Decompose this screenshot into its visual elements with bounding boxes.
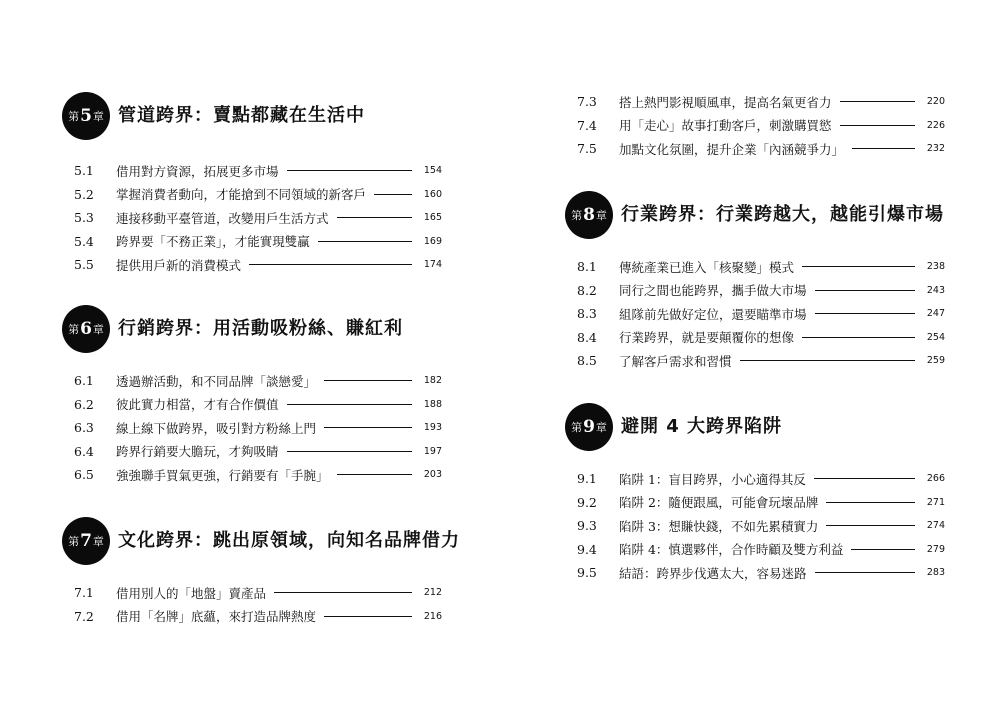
leader-line — [374, 194, 412, 195]
toc-entry[interactable] — [565, 561, 945, 585]
chapter-6 — [62, 305, 442, 483]
entry-page-number: 283 — [926, 567, 945, 579]
entry-number: 8.2 — [577, 282, 597, 298]
leader-line — [337, 474, 412, 475]
toc-entry[interactable] — [565, 514, 945, 538]
entry-number: 9.1 — [577, 471, 597, 487]
toc-entry[interactable] — [62, 369, 442, 393]
chapter-badge — [62, 305, 110, 353]
entry-list — [62, 369, 442, 487]
entry-title: 陷阱 2：隨便跟風，可能會玩壞品牌 — [619, 495, 819, 511]
entry-number: 8.1 — [577, 259, 597, 275]
entry-number: 9.5 — [577, 565, 597, 581]
entry-number: 5.3 — [74, 210, 94, 226]
leader-line — [815, 290, 915, 291]
chapter-badge-prefix: 第 — [571, 421, 583, 434]
toc-entry[interactable] — [565, 279, 945, 303]
leader-line — [337, 217, 412, 218]
entry-page-number: 182 — [423, 375, 442, 387]
toc-entry[interactable] — [62, 440, 442, 464]
entry-number: 8.5 — [577, 353, 597, 369]
entry-number: 6.2 — [74, 396, 94, 412]
toc-entry[interactable] — [62, 159, 442, 183]
entry-title: 陷阱 3：想賺快錢，不如先累積實力 — [619, 518, 819, 534]
entry-title: 搭上熱門影視順風車，提高名氣更省力 — [619, 94, 832, 110]
entry-title: 掌握消費者動向，才能搶到不同領域的新客戶 — [116, 187, 367, 203]
leader-line — [287, 404, 412, 405]
chapter-8 — [565, 191, 945, 369]
toc-entry[interactable] — [62, 581, 442, 605]
chapter-badge-suffix: 章 — [595, 209, 607, 222]
entry-page-number: 238 — [926, 261, 945, 273]
entry-title: 連接移動平臺管道，改變用戶生活方式 — [116, 210, 329, 226]
entry-number: 6.3 — [74, 420, 94, 436]
toc-entry[interactable] — [62, 463, 442, 487]
entry-number: 7.1 — [74, 585, 94, 601]
chapter-7 — [62, 517, 460, 625]
chapter-badge-number: 8 — [583, 205, 595, 225]
entry-title: 借用對方資源，拓展更多市場 — [116, 163, 279, 179]
leader-line — [802, 266, 915, 267]
entry-title: 強強聯手買氣更強，行銷要有「手腕」 — [116, 467, 329, 483]
chapter-badge-prefix: 第 — [68, 110, 80, 123]
chapter-title: 行銷跨界：用活動吸粉絲、賺紅利 — [118, 318, 403, 339]
entry-title: 線上線下做跨界，吸引對方粉絲上門 — [116, 420, 317, 436]
chapter-badge — [62, 92, 110, 140]
entry-title: 透過辦活動，和不同品牌「談戀愛」 — [116, 373, 317, 389]
entry-number: 7.5 — [577, 141, 597, 157]
leader-line — [852, 148, 915, 149]
entry-number: 9.2 — [577, 494, 597, 510]
entry-page-number: 274 — [926, 520, 945, 532]
chapter-badge-suffix: 章 — [92, 323, 104, 336]
entry-page-number: 197 — [423, 445, 442, 457]
leader-line — [249, 264, 412, 265]
entry-page-number: 271 — [926, 496, 945, 508]
chapter-title: 文化跨界：跳出原領域，向知名品牌借力 — [118, 530, 460, 551]
entry-page-number: 220 — [926, 96, 945, 108]
entry-title: 結語：跨界步伐邁太大，容易迷路 — [619, 565, 807, 581]
chapter-heading — [62, 305, 442, 353]
entry-page-number: 216 — [423, 610, 442, 622]
leader-line — [840, 101, 915, 102]
chapter-heading — [565, 191, 945, 239]
entry-list — [565, 90, 945, 161]
entry-number: 7.4 — [577, 117, 597, 133]
entry-title: 行業跨界，就是要顛覆你的想像 — [619, 330, 795, 346]
toc-entry[interactable] — [565, 137, 945, 161]
entry-page-number: 193 — [423, 422, 442, 434]
entry-list — [62, 159, 442, 277]
toc-entry[interactable] — [62, 253, 442, 277]
leader-line — [324, 427, 412, 428]
entry-page-number: 254 — [926, 331, 945, 343]
chapter-badge-prefix: 第 — [571, 209, 583, 222]
entry-page-number: 154 — [423, 165, 442, 177]
leader-line — [826, 502, 915, 503]
toc-entry[interactable] — [565, 538, 945, 562]
entry-page-number: 160 — [423, 188, 442, 200]
leader-line — [815, 572, 915, 573]
toc-entry[interactable] — [565, 491, 945, 515]
entry-number: 5.1 — [74, 163, 94, 179]
entry-number: 8.4 — [577, 329, 597, 345]
chapter-badge-number: 7 — [80, 531, 92, 551]
toc-entry[interactable] — [565, 90, 945, 114]
chapter-heading — [62, 92, 442, 140]
chapter-title: 避開 4 大跨界陷阱 — [621, 416, 783, 437]
entry-list — [565, 255, 945, 373]
leader-line — [802, 337, 915, 338]
entry-page-number: 188 — [423, 398, 442, 410]
chapter-badge-prefix: 第 — [68, 323, 80, 336]
chapter-heading — [565, 403, 945, 451]
entry-page-number: 174 — [423, 259, 442, 271]
leader-line — [815, 313, 915, 314]
entry-number: 7.2 — [74, 608, 94, 624]
entry-number: 5.4 — [74, 233, 94, 249]
chapter-title: 管道跨界：賣點都藏在生活中 — [118, 105, 365, 126]
chapter-badge-suffix: 章 — [92, 535, 104, 548]
entry-page-number: 279 — [926, 543, 945, 555]
toc-entry[interactable] — [565, 349, 945, 373]
chapter-badge-suffix: 章 — [595, 421, 607, 434]
entry-title: 彼此實力相當，才有合作價值 — [116, 397, 279, 413]
entry-title: 跨界要「不務正業」，才能實現雙贏 — [116, 234, 310, 250]
entry-number: 6.1 — [74, 373, 94, 389]
chapter-badge — [62, 517, 110, 565]
entry-number: 6.5 — [74, 467, 94, 483]
leader-line — [840, 125, 915, 126]
chapter-badge — [565, 191, 613, 239]
entry-title: 同行之間也能跨界，攜手做大市場 — [619, 283, 807, 299]
chapter-badge-number: 9 — [583, 417, 595, 437]
entry-page-number: 212 — [423, 587, 442, 599]
entry-page-number: 266 — [926, 473, 945, 485]
entry-title: 了解客戶需求和習慣 — [619, 353, 732, 369]
toc-entry[interactable] — [62, 605, 442, 629]
leader-line — [851, 549, 915, 550]
toc-entry[interactable] — [62, 183, 442, 207]
leader-line — [826, 525, 915, 526]
leader-line — [324, 616, 412, 617]
entry-title: 加點文化氛圍，提升企業「內涵競爭力」 — [619, 141, 845, 157]
entry-title: 陷阱 1：盲目跨界，小心適得其反 — [619, 471, 806, 487]
chapter-badge — [565, 403, 613, 451]
leader-line — [740, 360, 915, 361]
chapter-badge-prefix: 第 — [68, 535, 80, 548]
toc-entry[interactable] — [565, 467, 945, 491]
entry-title: 提供用戶新的消費模式 — [116, 257, 242, 273]
leader-line — [287, 170, 412, 171]
chapter-title: 行業跨界：行業跨越大，越能引爆市場 — [621, 204, 944, 225]
entry-title: 借用「名牌」底蘊，來打造品牌熱度 — [116, 609, 317, 625]
entry-list — [565, 467, 945, 585]
toc-entry[interactable] — [62, 416, 442, 440]
toc-entry[interactable] — [62, 206, 442, 230]
entry-page-number: 169 — [423, 235, 442, 247]
toc-entry[interactable] — [565, 114, 945, 138]
entry-number: 7.3 — [577, 94, 597, 110]
chapter-badge-number: 5 — [80, 106, 92, 126]
entry-title: 陷阱 4：慎選夥伴，合作時顧及雙方利益 — [619, 542, 844, 558]
entry-page-number: 226 — [926, 119, 945, 131]
toc-entry[interactable] — [565, 302, 945, 326]
chapter-badge-suffix: 章 — [92, 110, 104, 123]
entry-title: 跨界行銷要大膽玩，才夠吸睛 — [116, 444, 279, 460]
toc-entry[interactable] — [62, 230, 442, 254]
leader-line — [274, 592, 412, 593]
chapter-5 — [62, 92, 442, 273]
leader-line — [287, 451, 412, 452]
entry-page-number: 259 — [926, 355, 945, 367]
entry-page-number: 203 — [423, 469, 442, 481]
entry-number: 5.2 — [74, 186, 94, 202]
toc-entry[interactable] — [62, 393, 442, 417]
entry-page-number: 247 — [926, 308, 945, 320]
entry-number: 5.5 — [74, 257, 94, 273]
entry-number: 6.4 — [74, 443, 94, 459]
entry-page-number: 232 — [926, 143, 945, 155]
chapter-badge-number: 6 — [80, 319, 92, 339]
leader-line — [318, 241, 412, 242]
entry-number: 9.4 — [577, 541, 597, 557]
entry-page-number: 165 — [423, 212, 442, 224]
toc-entry[interactable] — [565, 255, 945, 279]
entry-title: 用「走心」故事打動客戶，刺激購買慾 — [619, 118, 832, 134]
entry-title: 傳統產業已進入「核聚變」模式 — [619, 259, 795, 275]
entry-number: 9.3 — [577, 518, 597, 534]
chapter-9 — [565, 403, 945, 581]
entry-number: 8.3 — [577, 306, 597, 322]
toc-entry[interactable] — [565, 326, 945, 350]
entry-title: 組隊前先做好定位，還要瞄準市場 — [619, 306, 807, 322]
entry-page-number: 243 — [926, 284, 945, 296]
entry-title: 借用別人的「地盤」賣產品 — [116, 585, 267, 601]
chapter-heading — [62, 517, 460, 565]
leader-line — [814, 478, 915, 479]
entry-list — [62, 581, 442, 628]
leader-line — [324, 380, 412, 381]
